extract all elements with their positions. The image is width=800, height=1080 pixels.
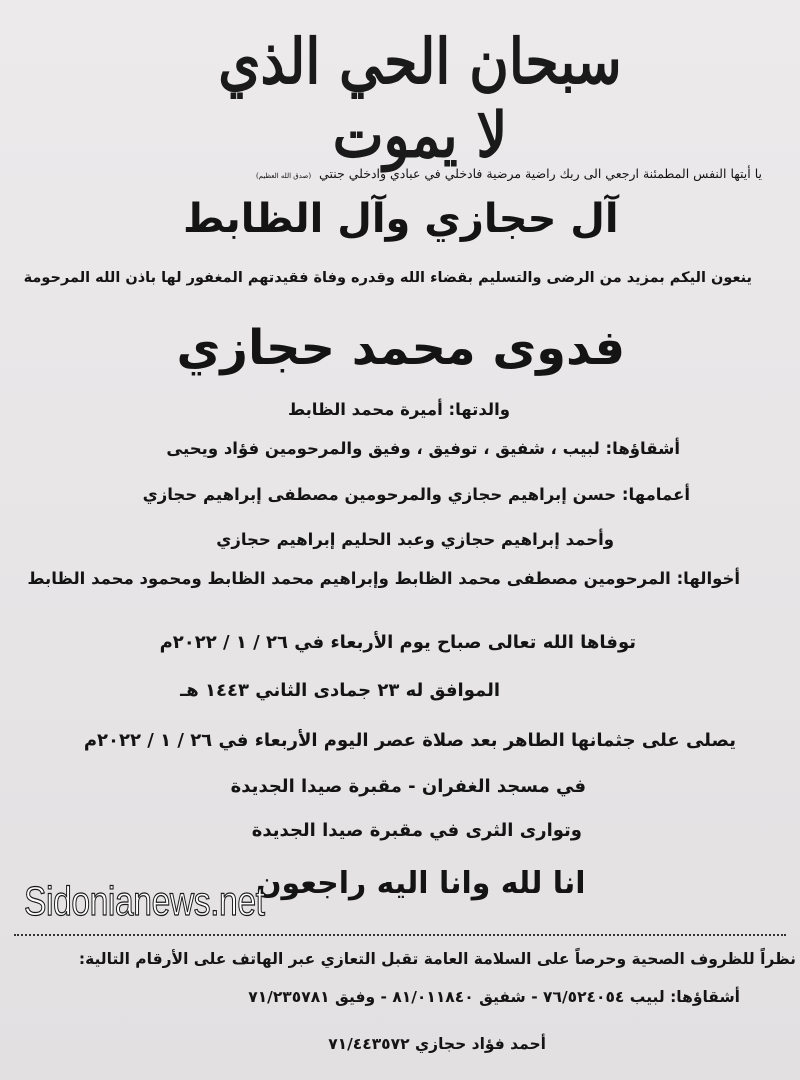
- deceased-name: فدوى محمد حجازي: [176, 320, 626, 376]
- maternal-uncles-line: أخوالها: المرحومين مصطفى محمد الظابط وإبراهيم محمد الظابط ومحمود محمد الظابط: [27, 569, 740, 588]
- calligraphy-header: [200, 24, 640, 172]
- condolence-intro: نظراً للظروف الصحية وحرصاً على السلامة العامة تقبل التعازي عبر الهاتف على الأرقام التالية:: [78, 950, 796, 968]
- calligraphy-text: سبحان الحي الذي لا يموت: [218, 24, 622, 172]
- burial-line: وتوارى الثرى في مقبرة صيدا الجديدة: [251, 820, 582, 841]
- section-divider: [14, 934, 786, 936]
- paternal-uncles-line-1: أعمامها: حسن إبراهيم حجازي والمرحومين مصطفى إبراهيم حجازي: [142, 485, 690, 504]
- verse-text: يا أيتها النفس المطمئنة ارجعي الى ربك راضية مرضية فادخلي في عبادي وادخلي جنتي: [319, 166, 762, 181]
- mother-line: والدتها: أميرة محمد الظابط: [287, 400, 510, 419]
- closing-phrase: انا لله وانا اليه راجعون: [255, 866, 586, 901]
- death-date-line: توفاها الله تعالى صباح يوم الأربعاء في ٢٦ / ١ / ٢٠٢٢م: [159, 632, 636, 653]
- mourning-line: ينعون اليكم بمزيد من الرضى والتسليم بقضاء الله وقدره وفاة فقيدتهم المغفور لها باذن الله المرحومة: [23, 270, 752, 286]
- family-names: آل حجازي وآل الظابط: [183, 196, 619, 242]
- site-watermark: Sidonianews.net: [24, 878, 265, 924]
- condolence-phones-1: أشقاؤها: لبيب ٧٦/٥٢٤٠٥٤ - شفيق ٨١/٠١١٨٤٠ - وفيق ٧١/٢٣٥٧٨١: [248, 988, 740, 1006]
- hijri-date-line: الموافق له ٢٣ جمادى الثاني ١٤٤٣ هـ: [180, 680, 500, 701]
- verse-attribution: (صدق الله العظيم): [255, 172, 312, 180]
- siblings-line: أشقاؤها: لبيب ، شفيق ، توفيق ، وفيق والمرحومين فؤاد ويحيى: [166, 439, 680, 458]
- prayer-line: يصلى على جثمانها الطاهر بعد صلاة عصر اليوم الأربعاء في ٢٦ / ١ / ٢٠٢٢م: [83, 730, 736, 751]
- quran-verse: [256, 166, 762, 181]
- paternal-uncles-line-2: وأحمد إبراهيم حجازي وعبد الحليم إبراهيم حجازي: [216, 530, 614, 549]
- condolence-phones-2: أحمد فؤاد حجازي ٧١/٤٤٣٥٧٢: [328, 1035, 546, 1053]
- mosque-line: في مسجد الغفران - مقبرة صيدا الجديدة: [230, 776, 586, 797]
